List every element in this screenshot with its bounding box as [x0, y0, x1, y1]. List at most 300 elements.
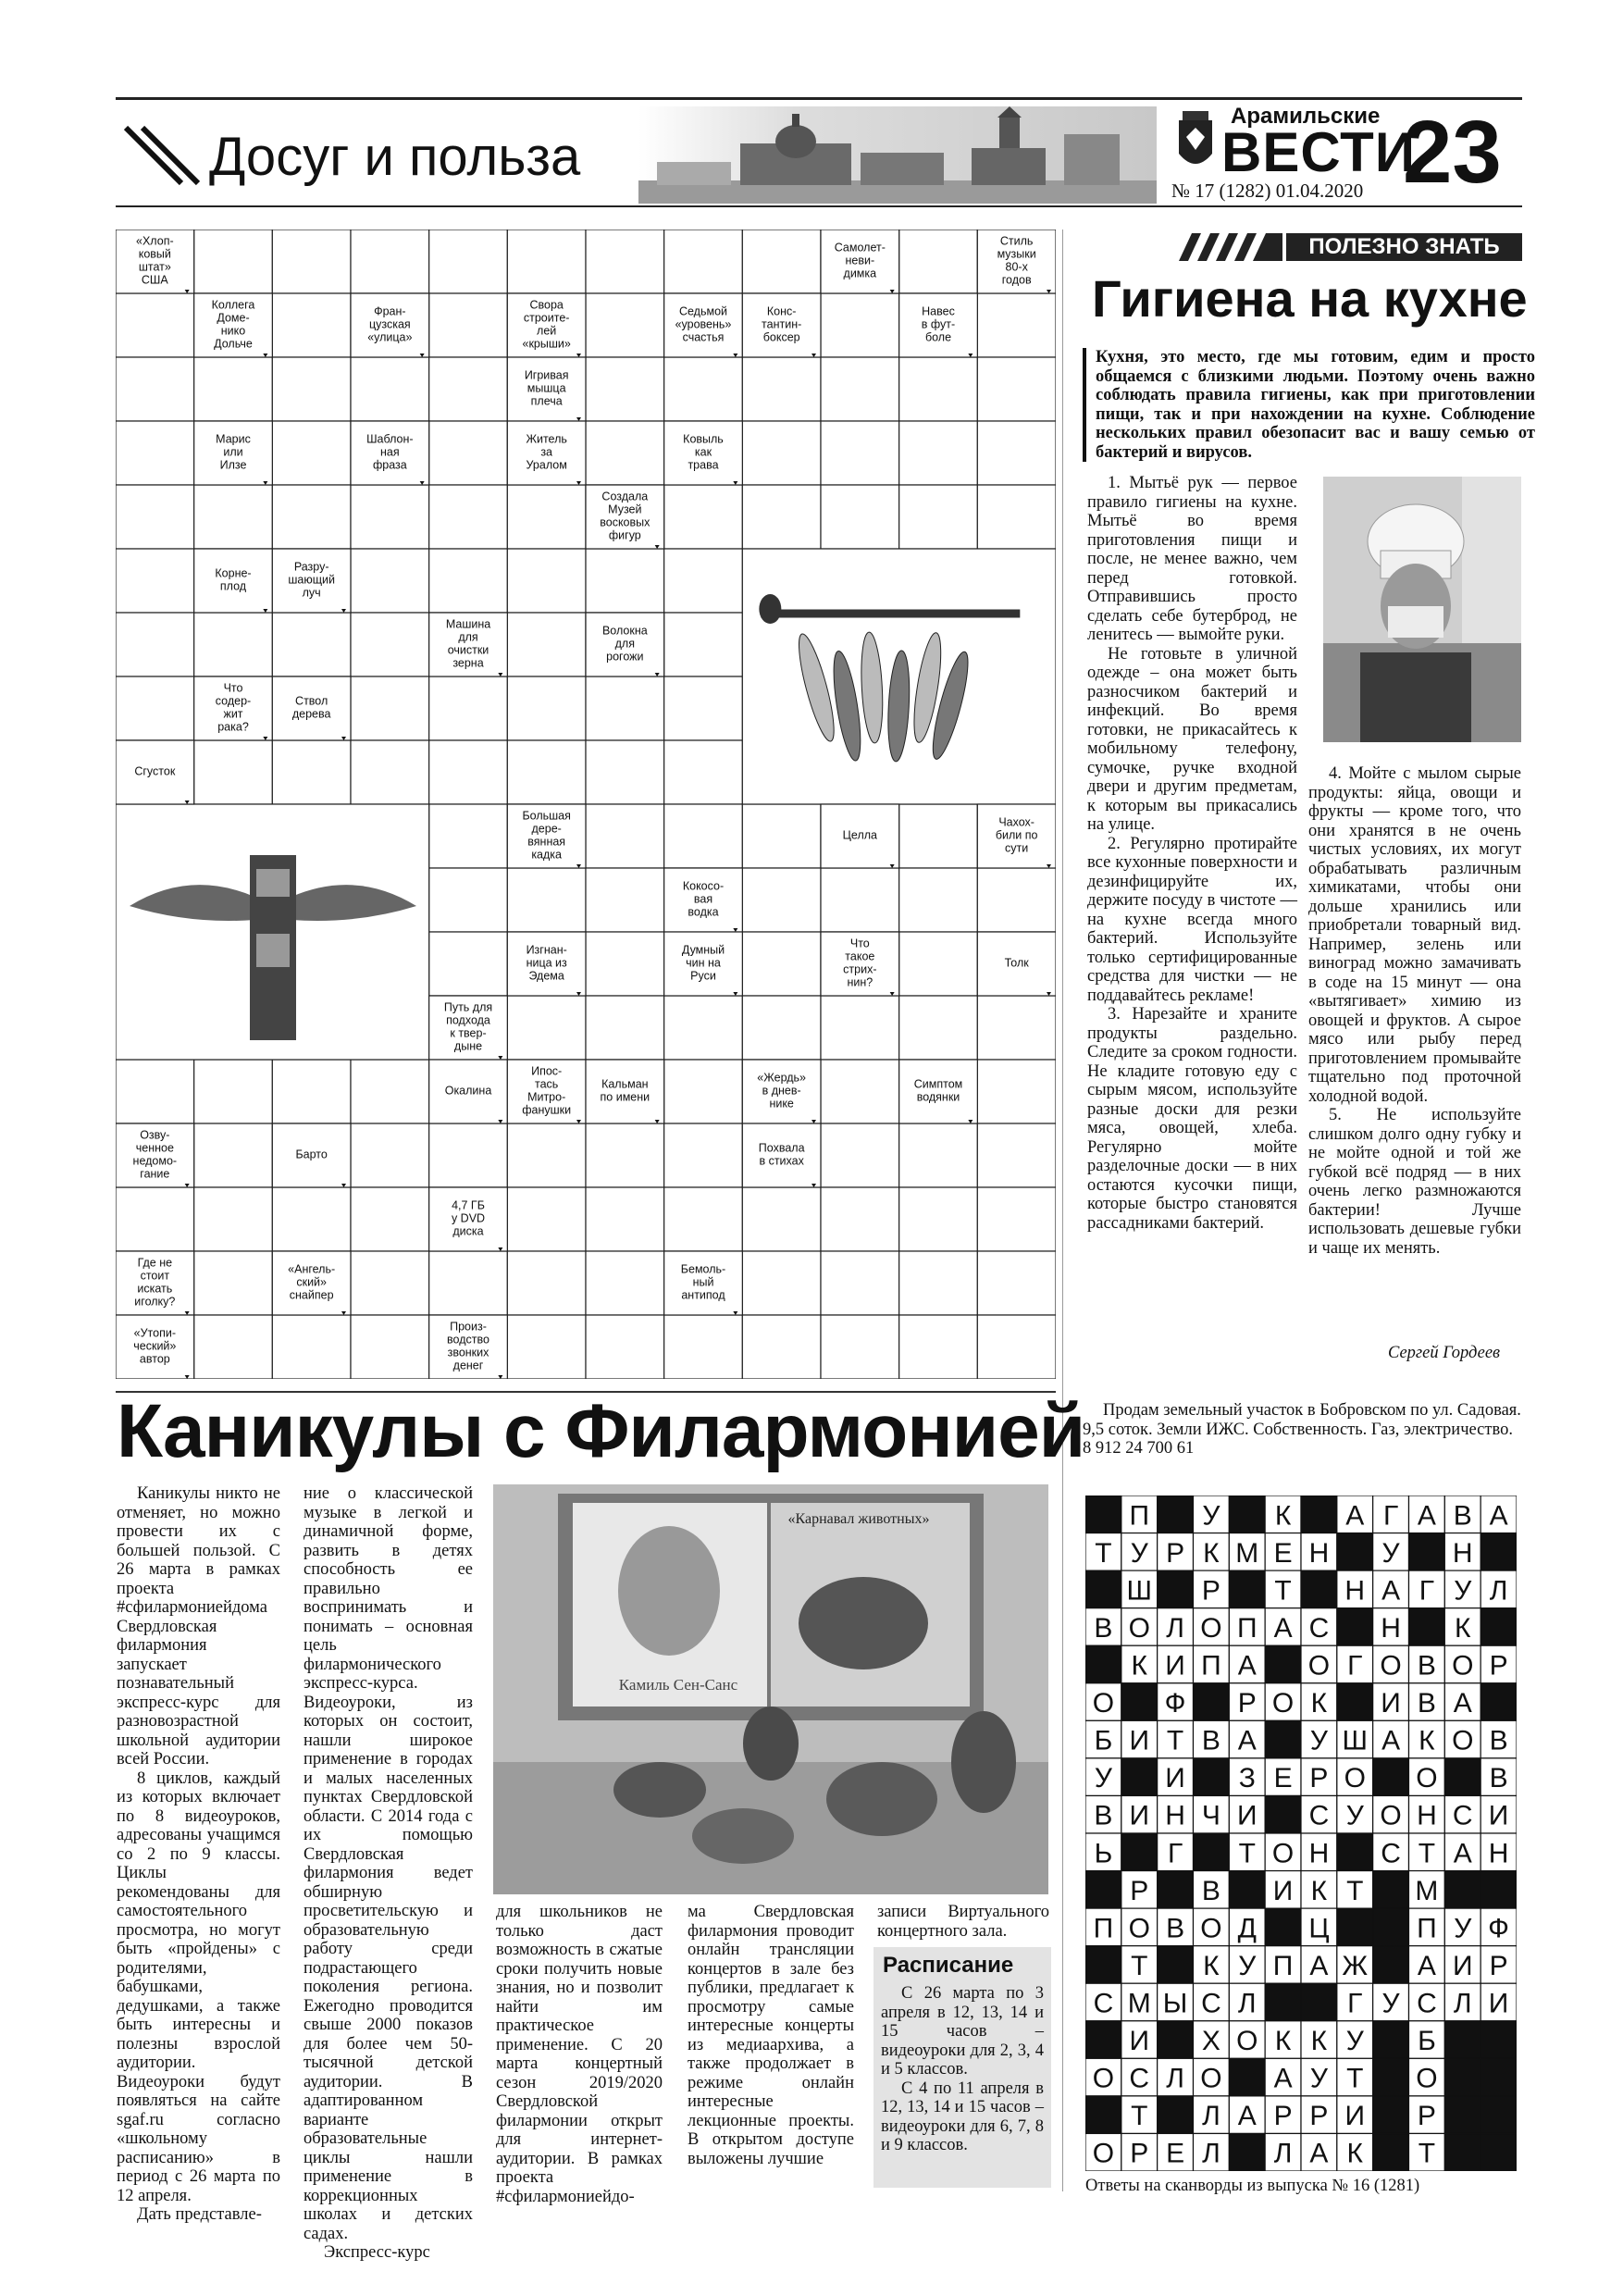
- clue-text: Самолет-неви-димка: [834, 241, 886, 280]
- grid-cell: [742, 1315, 821, 1379]
- answer-black-cell: [1121, 1758, 1158, 1796]
- grid-cell: [116, 676, 194, 740]
- grid-cell: [507, 740, 586, 804]
- town-skyline-photo: [638, 106, 1157, 204]
- grid-cell: [351, 613, 429, 676]
- grid-cell: [899, 1251, 978, 1315]
- town-crest-icon: [1175, 109, 1216, 174]
- answer-letter: Е: [1273, 1537, 1293, 1569]
- answer-letter: Т: [1238, 1838, 1256, 1869]
- clue-text: Окалина: [444, 1084, 492, 1098]
- clue-text: Барто: [295, 1148, 328, 1161]
- clue-text: Навес в фут-боле: [921, 304, 956, 344]
- answer-letter: А: [1417, 1950, 1436, 1981]
- answer-letter: Ж: [1342, 1950, 1369, 1981]
- answer-black-cell: [1373, 2096, 1409, 2134]
- answer-black-cell: [1301, 1570, 1337, 1608]
- answer-letter: Л: [1166, 2063, 1184, 2094]
- answer-letter: А: [1237, 2101, 1257, 2132]
- grid-cell: [821, 1060, 899, 1123]
- grid-cell: [272, 230, 351, 293]
- grid-cell: [821, 868, 899, 932]
- clue-text: Житель за Уралом: [526, 432, 567, 472]
- answer-letter: Р: [1130, 1875, 1149, 1906]
- grid-cell: [429, 932, 508, 996]
- clue-text: Что такое стрих-нин?: [843, 937, 877, 989]
- grid-cell: [116, 1187, 194, 1251]
- clue-text: Ипос-тась Митро-фанушки: [522, 1064, 572, 1117]
- clue-text: Что содер-жит рака?: [215, 681, 252, 734]
- philharmonic-column-2: [304, 1484, 473, 2263]
- grid-cell: [664, 485, 743, 549]
- grid-cell: [194, 230, 273, 293]
- answer-black-cell: [1373, 1758, 1409, 1796]
- answer-black-cell: [1409, 1608, 1445, 1646]
- answer-black-cell: [1085, 1570, 1121, 1608]
- answer-letter: О: [1416, 1763, 1438, 1794]
- grid-cell: [821, 996, 899, 1060]
- clue-text: «Ангель-ский» снайпер: [288, 1262, 336, 1302]
- clue-text: Свора строите-лей «крыши»: [522, 298, 571, 351]
- answer-letter: К: [1310, 1688, 1328, 1719]
- answer-letter: Н: [1452, 1537, 1473, 1569]
- answer-letter: Р: [1309, 1763, 1329, 1794]
- answer-letter: И: [1344, 2101, 1366, 2132]
- answer-letter: П: [1272, 1950, 1294, 1981]
- answer-letter: А: [1489, 1500, 1508, 1532]
- answer-letter: О: [1452, 1650, 1474, 1682]
- answer-letter: Р: [1273, 2101, 1293, 2132]
- header-underline: [116, 205, 1522, 207]
- answer-black-cell: [1481, 1871, 1517, 1909]
- answer-letter: Ь: [1094, 1838, 1113, 1869]
- schedule-title: Расписание: [883, 1953, 1014, 1978]
- answer-letter: Ш: [1342, 1725, 1368, 1756]
- paragraph: Дать представле-: [137, 2205, 262, 2224]
- answer-letter: Н: [1488, 1838, 1509, 1869]
- answer-letter: У: [1238, 1950, 1257, 1981]
- section-title: Досуг и польза: [209, 127, 581, 187]
- answer-letter: И: [1129, 1800, 1150, 1831]
- answer-letter: А: [1381, 1575, 1401, 1607]
- answer-letter: М: [1127, 1988, 1151, 2019]
- grid-cell: [821, 293, 899, 357]
- answer-letter: К: [1203, 1950, 1220, 1981]
- grid-cell: [742, 868, 821, 932]
- answer-letter: Л: [1237, 1988, 1257, 2019]
- classified-ad: Продам земельный участок в Бобровском по ул. Садовая. 9,5 соток. Земли ИЖС. Собственность. Газ, электричество. 8 912 24 700 61: [1083, 1401, 1521, 1458]
- answer-letter: С: [1417, 1988, 1437, 2019]
- grid-cell: [507, 996, 586, 1060]
- grid-cell: [116, 293, 194, 357]
- answer-letter: А: [1345, 1500, 1365, 1532]
- paragraph: 4. Мойте с мылом сырые продукты: яйца, овощи и фрукты — кроме того, что они хранятся в не очень чистых условиях, их могут обрабатывать различным химикатами, чтобы они дольше хранились или приобретали товарный вид. Например, зелень или виноград можно замачивать в соде на 15 минут — она «вытягивает» химию из овощей и фруктов. А сырое мясо или рыбу перед приготовлением промывайте тщательно под проточной холодной водой.: [1308, 764, 1521, 1106]
- clue-text: Симптом водянки: [913, 1077, 963, 1104]
- answer-letter: Л: [1202, 2101, 1220, 2132]
- answer-black-cell: [1265, 1720, 1301, 1758]
- answer-letter: М: [1235, 1537, 1259, 1569]
- answer-letter: О: [1344, 1763, 1366, 1794]
- grid-cell: [194, 740, 273, 804]
- answer-black-cell: [1444, 2133, 1481, 2171]
- grid-cell: [821, 1123, 899, 1187]
- grid-cell: [429, 421, 508, 485]
- answer-letter: Р: [1489, 1950, 1508, 1981]
- grid-cell: [351, 1187, 429, 1251]
- answer-letter: У: [1094, 1763, 1112, 1794]
- chef-in-mask-photo: [1323, 477, 1521, 742]
- answer-letter: М: [1415, 1875, 1439, 1906]
- answer-black-cell: [1194, 1833, 1230, 1871]
- grid-cell: [664, 1123, 743, 1187]
- answer-black-cell: [1085, 2021, 1121, 2059]
- answer-letter: Г: [1347, 1650, 1363, 1682]
- answer-letter: А: [1453, 1688, 1472, 1719]
- answer-letter: О: [1271, 1688, 1295, 1719]
- grid-cell: [272, 485, 351, 549]
- answer-letter: А: [1417, 1500, 1436, 1532]
- grid-cell: [429, 293, 508, 357]
- grid-cell: [742, 1251, 821, 1315]
- grid-cell: [664, 230, 743, 293]
- grid-cell: [507, 868, 586, 932]
- grid-cell: [977, 1315, 1056, 1379]
- answer-black-cell: [1337, 1608, 1373, 1646]
- answer-black-cell: [1229, 1570, 1265, 1608]
- grid-cell: [116, 549, 194, 613]
- paper-name: ВЕСТИ: [1221, 121, 1416, 183]
- grid-cell: [977, 485, 1056, 549]
- issue-number: № 17 (1282) 01.04.2020: [1171, 180, 1364, 202]
- clue-text: Волокна для рогожи: [601, 624, 648, 664]
- clue-text: Большая дере-вянная кадка: [522, 809, 571, 862]
- clue-text: Путь для подхода к твер-дыне: [443, 1000, 493, 1053]
- answer-letter: О: [1200, 1913, 1222, 1944]
- useful-to-know-badge: ПОЛЕЗНО ЗНАТЬ: [1286, 233, 1522, 261]
- answer-letter: У: [1345, 1800, 1364, 1831]
- grid-cell: [351, 1060, 429, 1123]
- answer-letter: Е: [1166, 2138, 1185, 2169]
- answer-black-cell: [1265, 1983, 1301, 2021]
- grid-cell: [194, 1060, 273, 1123]
- grid-cell: [351, 1123, 429, 1187]
- answer-letter: К: [1274, 1500, 1292, 1532]
- grid-cell: [977, 1187, 1056, 1251]
- answer-letter: Х: [1201, 2026, 1220, 2057]
- answer-letter: О: [1271, 1838, 1295, 1869]
- grid-cell: [272, 613, 351, 676]
- clue-text: «Утопи-ческий» автор: [133, 1326, 177, 1366]
- grid-cell: [664, 549, 743, 613]
- answer-letter: Т: [1346, 1875, 1364, 1906]
- paragraph: С 26 марта по 3 апреля в 12, 13, 14 и 15 часов – видеоуроки для 2, 3, 4 и 5 классов.: [881, 1984, 1044, 2079]
- answer-letter: П: [1093, 1913, 1114, 1944]
- answer-black-cell: [1265, 1645, 1301, 1683]
- grid-cell: [351, 676, 429, 740]
- paragraph: Не готовьте в уличной одежде – она может быть разносчиком бактерий и инфекций. Во время готовки, не прикасайтесь к мобильному телефону, сумочке, ручке входной двери и другим предметам, к которым вы прикасались на улице.: [1087, 644, 1297, 834]
- answer-letter: В: [1417, 1688, 1436, 1719]
- answer-letter: Б: [1094, 1725, 1113, 1756]
- answer-black-cell: [1481, 2058, 1517, 2096]
- grid-cell: [429, 357, 508, 421]
- clue-text: Кокосо-вая водка: [682, 879, 725, 919]
- answer-letter: О: [1307, 1650, 1331, 1682]
- answer-letter: В: [1201, 1875, 1220, 1906]
- answer-letter: Н: [1308, 1838, 1330, 1869]
- grid-cell: [507, 230, 586, 293]
- answer-letter: О: [1380, 1650, 1402, 1682]
- answer-black-cell: [1194, 1683, 1230, 1721]
- author: Сергей Гордеев: [1388, 1344, 1501, 1362]
- grid-cell: [586, 804, 664, 868]
- grid-cell: [899, 1315, 978, 1379]
- grid-cell: [116, 613, 194, 676]
- paragraph: Каникулы никто не отменяет, но можно провести их с большей пользой. С 26 марта в рамках проекта #сфилармониейдома Свердловская филармония запускает познавательный экспресс-курс для разновозрастной школьной аудитории всей России.: [117, 1484, 280, 1769]
- grid-cell: [507, 676, 586, 740]
- grid-cell: [429, 868, 508, 932]
- answer-letter: А: [1237, 1725, 1257, 1756]
- answer-letter: Ч: [1201, 1800, 1220, 1831]
- answer-black-cell: [1373, 1871, 1409, 1909]
- grid-cell: [586, 996, 664, 1060]
- answer-letter: Л: [1166, 1612, 1184, 1644]
- grid-cell: [742, 1187, 821, 1251]
- answer-letter: Р: [1130, 2138, 1149, 2169]
- photo-caption-name: Камиль Сен-Санс: [618, 1676, 738, 1694]
- answer-letter: У: [1202, 1500, 1220, 1532]
- grid-cell: [742, 932, 821, 996]
- grid-cell: [586, 932, 664, 996]
- grid-cell: [272, 1060, 351, 1123]
- grid-cell: [899, 996, 978, 1060]
- grid-cell: [272, 293, 351, 357]
- grid-cell: [664, 676, 743, 740]
- grid-cell: [194, 613, 273, 676]
- answer-letter: А: [1309, 1950, 1329, 1981]
- answer-letter: З: [1238, 1763, 1256, 1794]
- grid-cell: [664, 804, 743, 868]
- paragraph: 3. Нарезайте и храните продукты раздельно. Следите за сроком годности. Не кладите готовую еду с сырым мясом, используйте разные доски для резки мяса, овощей, хлеба. Регулярно мойте разделочные доски — в них остаются кусочки пищи, которые быстро становятся рассадниками бактерий.: [1087, 1005, 1297, 1233]
- answer-black-cell: [1337, 1833, 1373, 1871]
- clue-text: Коллега Доме-нико Дольче: [211, 298, 255, 351]
- answer-black-cell: [1444, 1871, 1481, 1909]
- scanword-puzzle: [116, 230, 1056, 1379]
- grid-cell: [194, 1251, 273, 1315]
- answer-letter: К: [1203, 1537, 1220, 1569]
- answer-black-cell: [1373, 2021, 1409, 2059]
- answer-letter: И: [1165, 1763, 1185, 1794]
- grid-cell: [272, 1315, 351, 1379]
- answer-black-cell: [1229, 2133, 1265, 2171]
- clue-text: Марис или Илзе: [216, 432, 251, 472]
- answer-black-cell: [1337, 1908, 1373, 1946]
- grid-cell: [194, 357, 273, 421]
- grid-cell: [742, 804, 821, 868]
- grid-cell: [899, 357, 978, 421]
- grid-cell: [664, 740, 743, 804]
- hygiene-column-1: [1087, 474, 1297, 1233]
- grid-cell: [429, 230, 508, 293]
- answer-letter: Н: [1165, 1800, 1185, 1831]
- answer-letter: О: [1092, 1688, 1115, 1719]
- grid-cell: [742, 996, 821, 1060]
- answer-letter: И: [1129, 2026, 1150, 2057]
- answer-letter: К: [1419, 1725, 1435, 1756]
- grid-cell: [977, 293, 1056, 357]
- paragraph: записи Виртуального концертного зала.: [877, 1903, 1049, 1941]
- clue-text: Толк: [1004, 956, 1029, 970]
- answer-black-cell: [1373, 1908, 1409, 1946]
- paragraph: Экспресс-курс: [324, 2243, 430, 2262]
- philharmonic-column-3: [496, 1903, 663, 2206]
- grid-cell: [586, 740, 664, 804]
- clue-text: Чахох-били по сути: [995, 815, 1038, 855]
- hygiene-lead: Кухня, это место, где мы готовим, едим и просто общаемся с близкими людьми. Поэтому очень важно соблюдать правила гигиены, как при приготовлении пищи, так и при нахождении на кухне. Соблюдение нескольких правил обезопасит вас и вашу семью от бактерий и вирусов.: [1083, 348, 1535, 462]
- clue-text: Ствол дерева: [291, 694, 331, 721]
- answer-letter: Н: [1344, 1575, 1366, 1607]
- answer-letter: Р: [1166, 1537, 1185, 1569]
- grid-cell: [507, 1187, 586, 1251]
- answer-letter: А: [1309, 2138, 1329, 2169]
- grid-cell: [664, 613, 743, 676]
- answer-letter: И: [1452, 1950, 1473, 1981]
- answer-letter: У: [1309, 1725, 1328, 1756]
- paragraph: ма Свердловская филармония проводит онлайн трансляции концертов в зале без публики, предлагает к просмотру самые интересные концерты из медиаархива, а также продолжает в режиме онлайн интересные лекционные проекты. В открытом доступе выложены лучшие: [688, 1903, 854, 2168]
- hygiene-title: Гигиена на кухне: [1092, 269, 1528, 328]
- answer-letter: У: [1345, 2026, 1364, 2057]
- grid-cell: [664, 1187, 743, 1251]
- answers-grid: [1085, 1496, 1517, 2171]
- grid-cell: [351, 740, 429, 804]
- clue-text: Изгнан-ница из Эдема: [526, 943, 567, 983]
- paragraph: ние о классической музыке в легкой и динамичной форме, развить в детях способность ее правильно воспринимать и понимать – основная цель филармонического экспресс-курса. Видеоуроки, из которых он состоит, нашли широкое применение в городах и малых населенных пунктах Свердловской области. С 2014 года с их помощью Свердловская филармония ведет обширную просветительскую и образовательную работу среди подрастающего поколения региона. Ежегодно проводится свыше 2000 показов для более чем 50-тысячной детской аудитории. В адаптированном варианте образовательные циклы нашли применение в коррекционных школах и детских садах.: [304, 1484, 473, 2243]
- answer-letter: Т: [1418, 2138, 1436, 2169]
- answer-letter: С: [1201, 1988, 1221, 2019]
- answer-letter: У: [1130, 1537, 1148, 1569]
- clue-text: Целла: [842, 828, 877, 842]
- philharmonic-column-4: [688, 1903, 854, 2168]
- answer-letter: И: [1236, 1800, 1258, 1831]
- grid-cell: [507, 1251, 586, 1315]
- answer-letter: А: [1273, 2063, 1293, 2094]
- grid-cell: [507, 613, 586, 676]
- answer-black-cell: [1121, 1683, 1158, 1721]
- answer-letter: Л: [1489, 1575, 1508, 1607]
- clue-text: Корне-плод: [215, 566, 252, 593]
- answer-black-cell: [1481, 2021, 1517, 2059]
- clue-text: «Жердь» в днев-нике: [757, 1071, 807, 1111]
- answer-black-cell: [1301, 1496, 1337, 1533]
- answer-letter: О: [1380, 1800, 1402, 1831]
- answer-black-cell: [1444, 1758, 1481, 1796]
- clue-text: Где не стоит искать иголку?: [134, 1256, 176, 1309]
- grid-cell: [586, 676, 664, 740]
- philharmonic-title: Каникулы с Филармонией: [117, 1389, 1085, 1473]
- answer-letter: О: [1236, 2026, 1258, 2057]
- grid-cell: [899, 804, 978, 868]
- answer-letter: П: [1417, 1913, 1437, 1944]
- grid-cell: [899, 932, 978, 996]
- answer-letter: О: [1128, 1612, 1150, 1644]
- answer-letter: О: [1128, 1913, 1150, 1944]
- answer-letter: А: [1453, 1838, 1472, 1869]
- answer-black-cell: [1158, 1946, 1194, 1984]
- grid-cell: [821, 1315, 899, 1379]
- answer-black-cell: [1158, 1570, 1194, 1608]
- grid-cell: [586, 1123, 664, 1187]
- answer-letter: Ш: [1126, 1575, 1152, 1607]
- grid-cell: [821, 421, 899, 485]
- answer-letter: Р: [1417, 2101, 1436, 2132]
- grid-cell: [977, 1060, 1056, 1123]
- clue-text: Создала Музей восковых фигур: [600, 490, 650, 542]
- grid-cell: [429, 485, 508, 549]
- answer-letter: И: [1488, 1988, 1509, 2019]
- clue-text: Кальман по имени: [600, 1077, 650, 1104]
- answer-letter: Л: [1273, 2138, 1293, 2169]
- answer-letter: Т: [1346, 2063, 1364, 2094]
- answer-letter: О: [1200, 1612, 1222, 1644]
- grid-cell: [351, 230, 429, 293]
- answer-letter: И: [1129, 1725, 1150, 1756]
- answer-letter: Ф: [1164, 1688, 1186, 1719]
- answer-letter: И: [1488, 1800, 1509, 1831]
- grid-cell: [507, 1123, 586, 1187]
- answer-letter: О: [1452, 1725, 1474, 1756]
- answer-black-cell: [1373, 2133, 1409, 2171]
- answer-letter: П: [1129, 1500, 1150, 1532]
- grid-cell: [977, 996, 1056, 1060]
- paragraph: 8 циклов, каждый из которых включает по 8 видеоуроков, адресованы учащимся со 2 по 9 классы. Циклы рекомендованы для самостоятельного просмотра, но могут быть «пройдены» с родителями, бабушками, дедушками, а также быть интересны и полезны взрослой аудитории. Видеоуроки будут появляться на сайте sgaf.ru согласно «школьному расписанию» в период с 26 марта по 12 апреля.: [117, 1769, 280, 2205]
- grid-cell: [351, 549, 429, 613]
- grid-cell: [507, 549, 586, 613]
- grid-cell: [586, 1251, 664, 1315]
- answer-letter: Т: [1418, 1838, 1436, 1869]
- grid-cell: [977, 1251, 1056, 1315]
- answer-black-cell: [1229, 2058, 1265, 2096]
- answer-letter: Т: [1131, 1950, 1148, 1981]
- grid-cell: [194, 1123, 273, 1187]
- column-divider: [1062, 230, 1063, 2191]
- grid-cell: [116, 1060, 194, 1123]
- grid-cell: [116, 421, 194, 485]
- answer-letter: У: [1309, 2063, 1328, 2094]
- grid-cell: [351, 485, 429, 549]
- clue-text: Стиль музыки 80-х годов: [997, 234, 1036, 287]
- grid-cell: [194, 1315, 273, 1379]
- grid-cell: [977, 357, 1056, 421]
- page-number: 23: [1403, 103, 1502, 202]
- children-watching-lesson-photo: [493, 1484, 1048, 1894]
- answer-black-cell: [1337, 1533, 1373, 1571]
- answer-letter: А: [1237, 1650, 1257, 1682]
- grid-cell: [742, 357, 821, 421]
- grid-cell: [116, 485, 194, 549]
- clue-text: «Хлоп-ковый штат» США: [136, 234, 174, 287]
- answer-letter: В: [1201, 1725, 1220, 1756]
- clue-text: Похвала в стихах: [758, 1141, 805, 1168]
- answer-letter: А: [1381, 1725, 1401, 1756]
- grid-cell: [586, 357, 664, 421]
- answer-black-cell: [1229, 1496, 1265, 1533]
- clue-text: Думный чин на Руси: [681, 943, 725, 983]
- answer-black-cell: [1481, 1533, 1517, 1571]
- grid-cell: [507, 1315, 586, 1379]
- answer-black-cell: [1373, 1946, 1409, 1984]
- answer-black-cell: [1301, 1983, 1337, 2021]
- answer-black-cell: [1121, 1833, 1158, 1871]
- grid-cell: [821, 485, 899, 549]
